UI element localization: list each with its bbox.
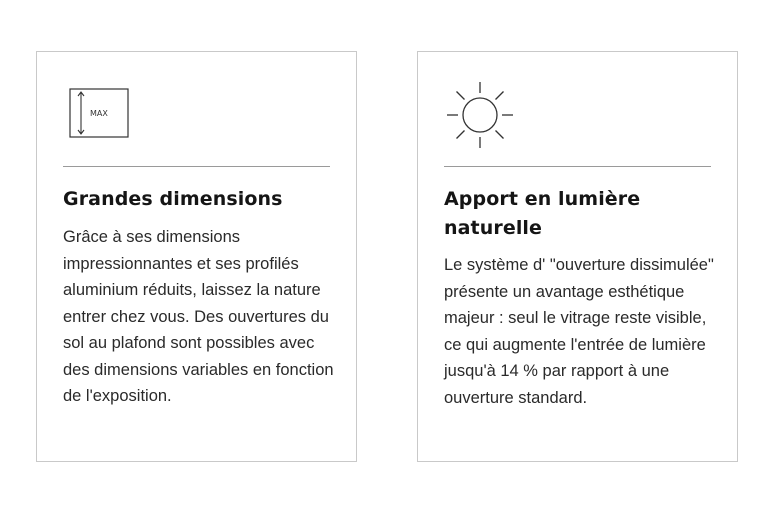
card-divider [444,166,711,167]
max-height-icon [63,78,135,150]
card-description: Grâce à ses dimensions impressionnantes et ses profilés aluminium réduits, laissez la nature entrer chez vous. Des ouvertures du sol au plafond sont possibles avec des dimensions variables en fonction de l'exposition. [63,228,334,405]
card-divider [63,166,330,167]
max-label: MAX [90,109,108,118]
sun-icon [444,78,516,150]
card-description: Le système d' "ouverture dissimulée" présente un avantage esthétique majeur : seul le vitrage reste visible, ce qui augmente l'entrée de lumière jusqu'à 14 % par rapport à une ouverture standard. [444,256,714,407]
card-title: Apport en lumière naturelle [444,188,641,239]
feature-card-dimensions [36,51,357,462]
feature-card-natural-light [417,51,738,462]
card-title: Grandes dimensions [63,188,283,210]
